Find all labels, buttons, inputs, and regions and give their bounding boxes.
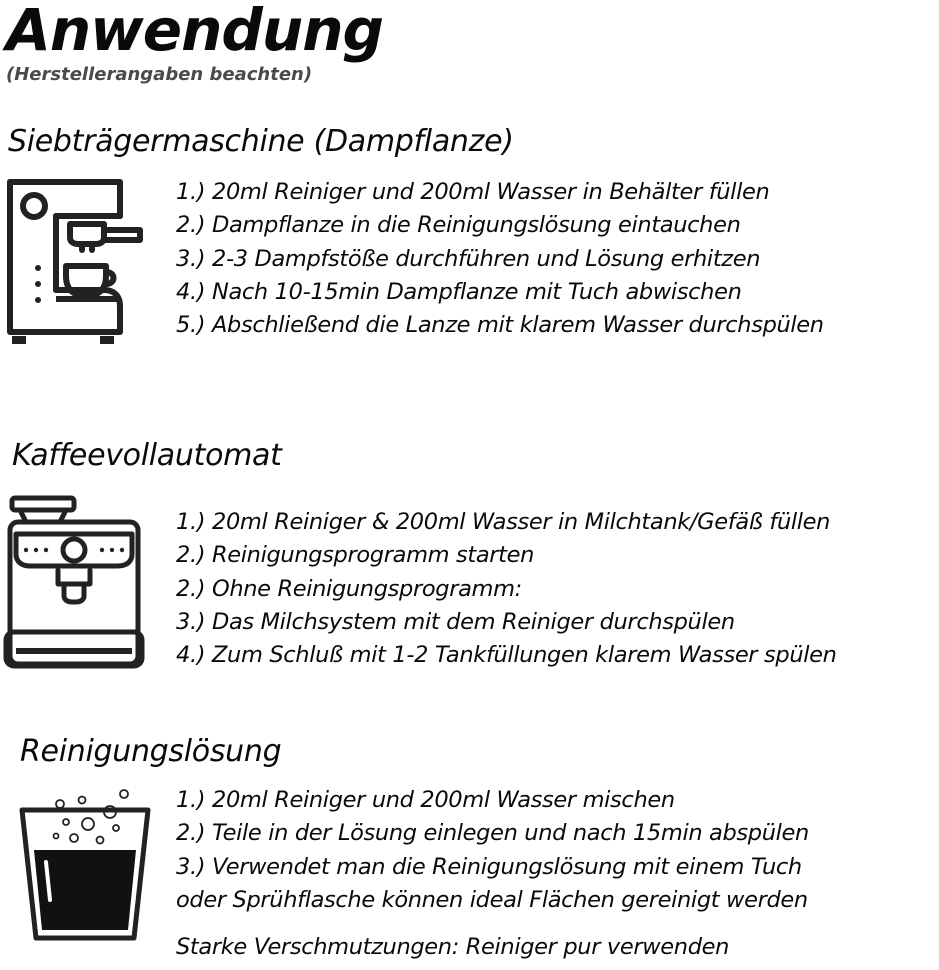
steps-siebtraeger xyxy=(176,176,824,342)
step-item: 3.) 2-3 Dampfstöße durchführen und Lösung erhitzen xyxy=(176,245,761,272)
steps-reinigungsloesung xyxy=(176,784,809,917)
section-heading-siebtraeger: Siebträgermaschine (Dampflanze) xyxy=(8,124,514,159)
page-title: Anwendung xyxy=(6,0,384,64)
espresso-machine-icon xyxy=(4,176,148,348)
note-starke-verschmutzungen: Starke Verschmutzungen: Reiniger pur verwenden xyxy=(176,934,730,960)
step-item: 5.) Abschließend die Lanze mit klarem Wasser durchspülen xyxy=(176,312,824,339)
step-item: 1.) 20ml Reiniger und 200ml Wasser mischen xyxy=(176,787,675,813)
step-item: 2.) Dampflanze in die Reinigungslösung eintauchen xyxy=(176,212,741,239)
coffee-machine-icon xyxy=(2,492,150,674)
step-item: 2.) Ohne Reinigungsprogramm: xyxy=(176,575,522,602)
step-item: 1.) 20ml Reiniger und 200ml Wasser in Behälter füllen xyxy=(176,179,770,205)
steps-vollautomat xyxy=(176,506,837,672)
step-item: 4.) Zum Schluß mit 1-2 Tankfüllungen klarem Wasser spülen xyxy=(176,642,837,669)
glass-with-bubbles-icon xyxy=(16,788,154,946)
section-heading-reinigungsloesung: Reinigungslösung xyxy=(20,734,282,769)
step-item: 4.) Nach 10-15min Dampflanze mit Tuch abwischen xyxy=(176,278,742,305)
step-item: 2.) Teile in der Lösung einlegen und nach 15min abspülen xyxy=(176,820,809,847)
page-subtitle: (Herstellerangaben beachten) xyxy=(6,64,313,85)
step-item: 3.) Verwendet man die Reinigungslösung mit einem Tuch xyxy=(176,853,802,880)
step-item: 3.) Das Milchsystem mit dem Reiniger durchspülen xyxy=(176,608,735,635)
step-item: 2.) Reinigungsprogramm starten xyxy=(176,542,535,569)
step-item: 1.) 20ml Reiniger & 200ml Wasser in Milchtank/Gefäß füllen xyxy=(176,509,831,535)
section-heading-vollautomat: Kaffeevollautomat xyxy=(12,438,282,473)
step-item: oder Sprühflasche können ideal Flächen gereinigt werden xyxy=(176,886,808,913)
